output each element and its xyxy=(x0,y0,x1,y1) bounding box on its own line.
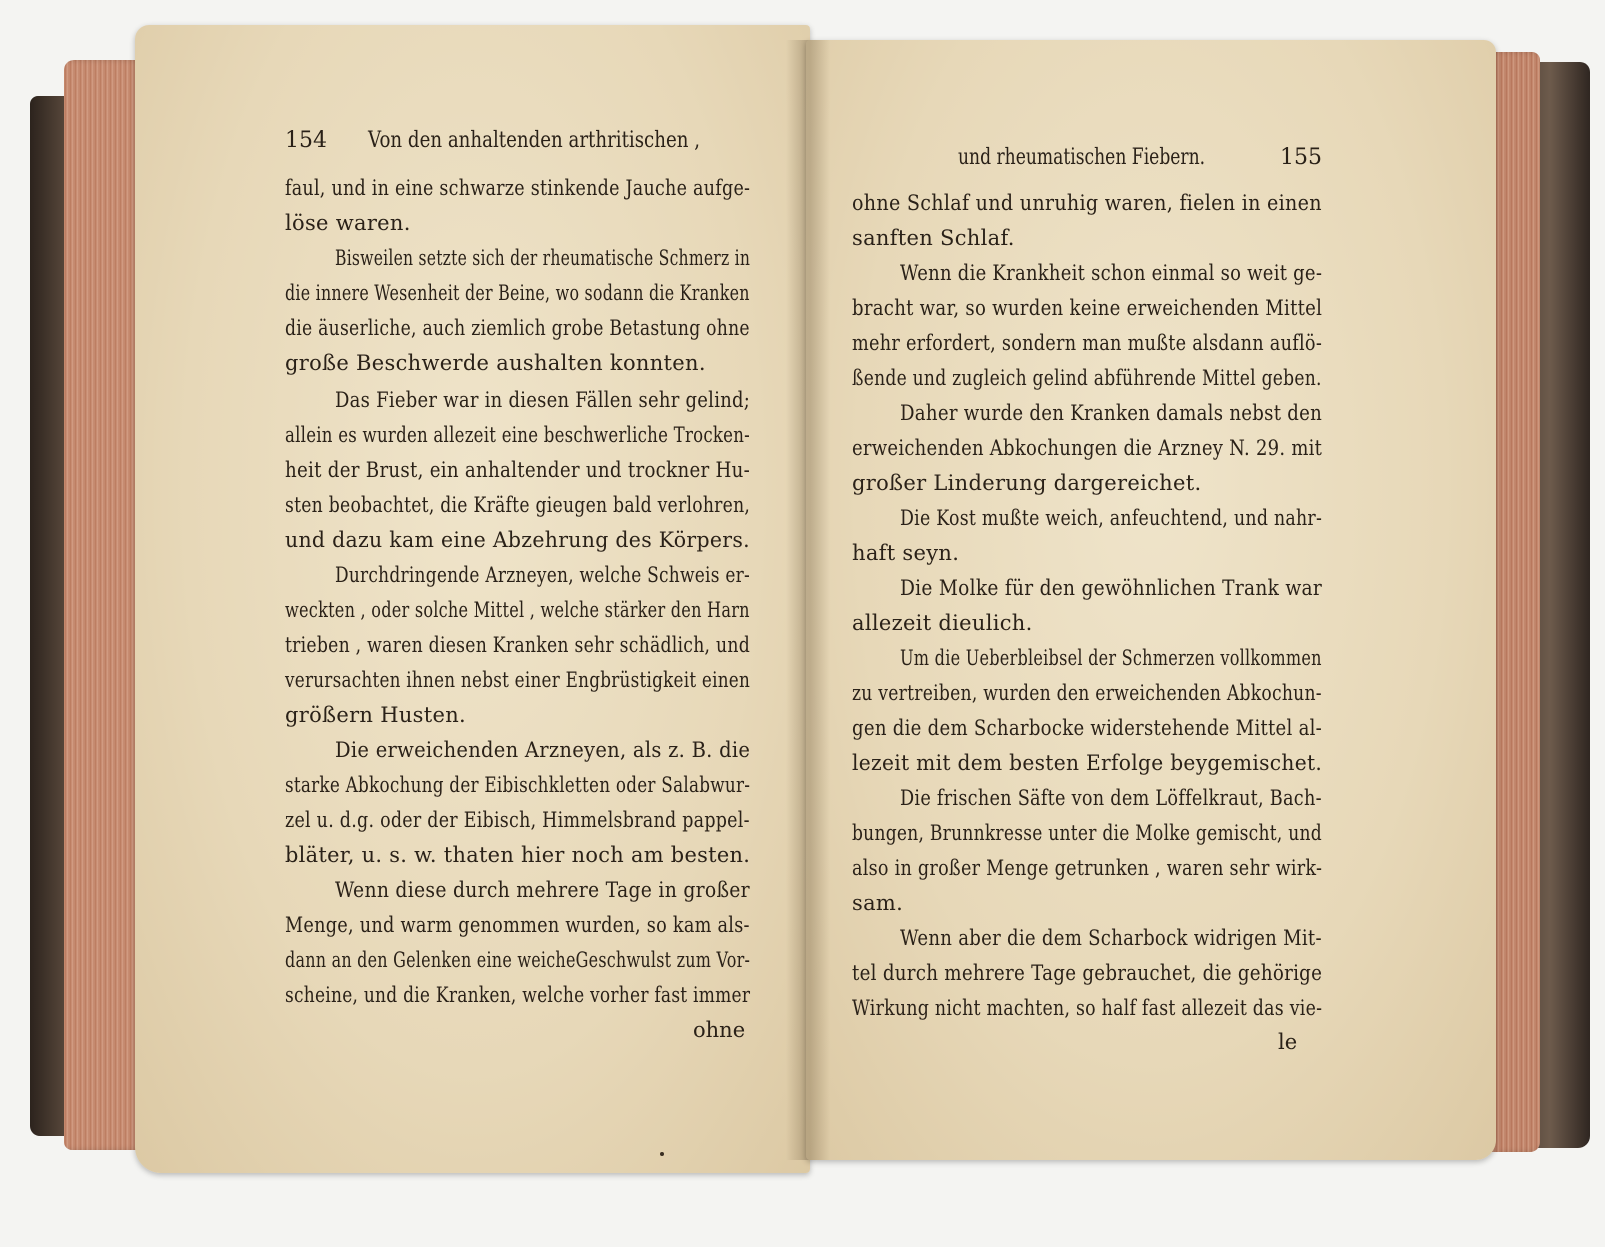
left-running-head: Von den anhaltenden arthritischen , xyxy=(368,128,701,153)
text-line: tel durch mehrere Tage gebrauchet, die gehörige xyxy=(852,961,1323,985)
left-catchword: ohne xyxy=(693,1018,746,1042)
text-line: die innere Wesenheit der Beine, wo sodann die Kranken xyxy=(285,281,750,305)
text-line: dann an den Gelenken eine weicheGeschwulst zum Vor- xyxy=(285,948,751,972)
text-line: größern Husten. xyxy=(285,703,467,727)
text-line: trieben , waren diesen Kranken sehr schädlich, und xyxy=(285,633,750,657)
text-line: bracht war, so wurden keine erweichenden Mittel xyxy=(852,296,1323,320)
book-gutter xyxy=(786,40,830,1160)
text-line: gen die dem Scharbocke widerstehende Mittel al- xyxy=(852,716,1323,740)
right-catchword: le xyxy=(1278,1030,1298,1054)
text-line: sten beobachtet, die Kräfte gieugen bald verlohren, xyxy=(285,493,751,517)
text-line: scheine, und die Kranken, welche vorher fast immer xyxy=(285,983,751,1007)
text-line: zel u. d.g. oder der Eibisch, Himmelsbrand pappel- xyxy=(285,808,750,832)
text-line: Daher wurde den Kranken damals nebst den xyxy=(900,401,1323,425)
text-line: sanften Schlaf. xyxy=(852,226,1015,250)
text-line: löse waren. xyxy=(285,211,411,235)
text-line: große Beschwerde aushalten konnten. xyxy=(285,351,706,375)
left-page-number: 154 xyxy=(285,128,327,153)
text-line: Die Kost mußte weich, anfeuchtend, und nahr- xyxy=(900,506,1323,530)
text-line: Wenn die Krankheit schon einmal so weit ge- xyxy=(900,261,1323,285)
text-line: verursachten ihnen nebst einer Engbrüstigkeit einen xyxy=(285,668,751,692)
text-line: weckten , oder solche Mittel , welche stärker den Harn xyxy=(285,598,750,622)
text-line: mehr erfordert, sondern man mußte alsdann auflö- xyxy=(852,331,1323,355)
text-line: Menge, und warm genommen wurden, so kam als- xyxy=(285,913,750,937)
text-line: ohne Schlaf und unruhig waren, fielen in einen xyxy=(852,191,1322,215)
text-line: Um die Ueberbleibsel der Schmerzen vollkommen xyxy=(900,646,1322,670)
text-line: Die erweichenden Arzneyen, als z. B. die xyxy=(335,738,751,762)
text-line: Bisweilen setzte sich der rheumatische Schmerz in xyxy=(335,246,751,270)
text-line: heit der Brust, ein anhaltender und trockner Hu- xyxy=(285,458,751,482)
text-line: Das Fieber war in diesen Fällen sehr gelind; xyxy=(335,388,751,412)
right-running-head: und rheumatischen Fiebern. xyxy=(958,145,1206,170)
text-line: allein es wurden allezeit eine beschwerliche Trocken- xyxy=(285,423,750,447)
text-line: großer Linderung dargereichet. xyxy=(852,471,1202,495)
text-line: ßende und zugleich gelind abführende Mittel geben. xyxy=(852,366,1322,390)
text-line: Wenn aber die dem Scharbock widrigen Mit- xyxy=(900,926,1322,950)
text-line: lezeit mit dem besten Erfolge beygemischet. xyxy=(852,751,1323,775)
text-line: erweichenden Abkochungen die Arzney N. 29. mit xyxy=(852,436,1323,460)
right-page-number: 155 xyxy=(1280,145,1322,170)
text-line: faul, und in eine schwarze stinkende Jauche aufge- xyxy=(285,176,751,200)
text-line: allezeit dieulich. xyxy=(852,611,1033,635)
text-line: und dazu kam eine Abzehrung des Körpers. xyxy=(285,528,750,552)
paper-speck xyxy=(660,1152,664,1156)
text-line: Die Molke für den gewöhnlichen Trank war xyxy=(900,576,1323,600)
text-line: Durchdringende Arzneyen, welche Schweis er- xyxy=(335,563,750,587)
text-line: sam. xyxy=(852,891,904,915)
text-line: Wirkung nicht machten, so half fast allezeit das vie- xyxy=(852,996,1323,1020)
text-line: die äuserliche, auch ziemlich grobe Betastung ohne xyxy=(285,316,750,340)
text-line: also in großer Menge getrunken , waren sehr wirk- xyxy=(852,856,1323,880)
text-line: haft seyn. xyxy=(852,541,960,565)
text-line: Die frischen Säfte von dem Löffelkraut, Bach- xyxy=(900,786,1322,810)
text-line: bungen, Brunnkresse unter die Molke gemischt, und xyxy=(852,821,1322,845)
text-line: starke Abkochung der Eibischkletten oder Salabwur- xyxy=(285,773,751,797)
text-line: Wenn diese durch mehrere Tage in großer xyxy=(335,878,750,902)
text-line: bläter, u. s. w. thaten hier noch am besten. xyxy=(285,843,751,867)
text-line: zu vertreiben, wurden den erweichenden Abkochun- xyxy=(852,681,1322,705)
